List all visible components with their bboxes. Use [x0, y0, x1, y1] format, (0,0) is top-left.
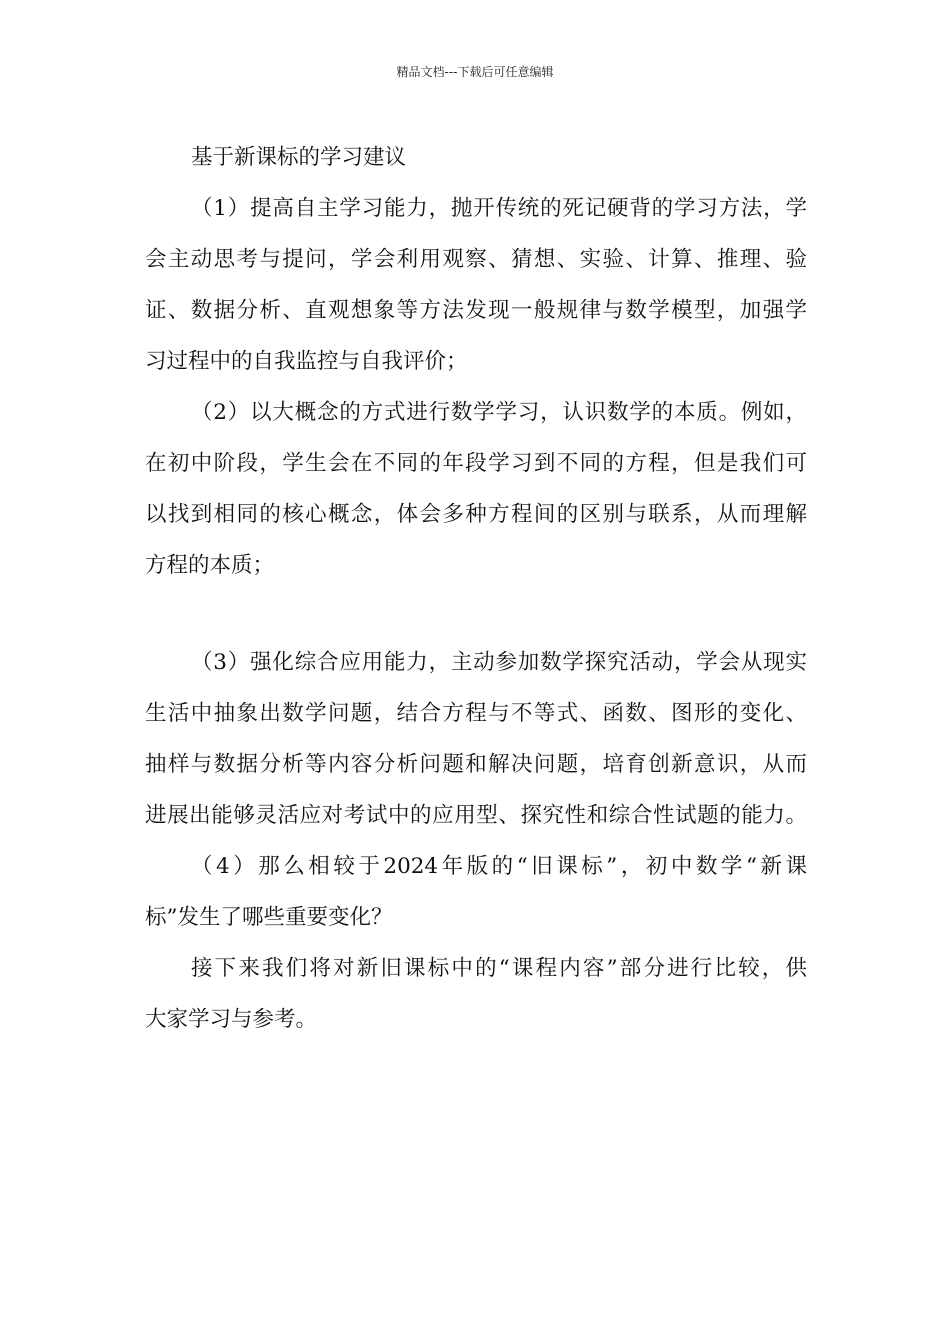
paragraph-line: （4）那么相较于2024年版的“旧课标”，初中数学“新课 — [191, 854, 807, 879]
paragraph-line: 证、数据分析、直观想象等方法发现一般规律与数学模型，加强学 — [145, 298, 807, 323]
paragraph-3 — [145, 637, 807, 841]
paragraph-line: 习过程中的自我监控与自我评价； — [145, 349, 468, 374]
paragraph-line: 标”发生了哪些重要变化？ — [145, 905, 393, 930]
paragraph-line: 抽样与数据分析等内容分析问题和解决问题，培育创新意识，从而 — [145, 752, 807, 777]
section-heading: 基于新课标的学习建议 — [191, 145, 407, 170]
paragraph-1 — [145, 183, 807, 387]
paragraph-line: （3）强化综合应用能力，主动参加数学探究活动，学会从现实 — [191, 650, 807, 675]
page-header: 精品文档---下载后可任意编辑 — [396, 65, 554, 79]
paragraph-line: 以找到相同的核心概念，体会多种方程间的区别与联系，从而理解 — [145, 502, 807, 527]
paragraph-line: 大家学习与参考。 — [145, 1007, 318, 1032]
paragraph-2 — [145, 387, 807, 591]
paragraph-line: 进展出能够灵活应对考试中的应用型、探究性和综合性试题的能力。 — [145, 803, 807, 828]
paragraph-4 — [145, 841, 807, 943]
paragraph-line: 方程的本质； — [145, 553, 275, 578]
paragraph-spacer — [145, 591, 807, 637]
paragraph-line: 会主动思考与提问，学会利用观察、猜想、实验、计算、推理、验 — [145, 247, 807, 272]
paragraph-5 — [145, 943, 807, 1045]
paragraph-line: 在初中阶段，学生会在不同的年段学习到不同的方程，但是我们可 — [145, 451, 807, 476]
paragraph-line: （1）提高自主学习能力，抛开传统的死记硬背的学习方法，学 — [191, 196, 807, 221]
document-body — [145, 132, 807, 1045]
paragraph-line: 接下来我们将对新旧课标中的“课程内容”部分进行比较，供 — [191, 956, 807, 981]
paragraph-line: （2）以大概念的方式进行数学学习，认识数学的本质。例如， — [191, 400, 807, 425]
paragraph-line: 生活中抽象出数学问题，结合方程与不等式、函数、图形的变化、 — [145, 701, 807, 726]
